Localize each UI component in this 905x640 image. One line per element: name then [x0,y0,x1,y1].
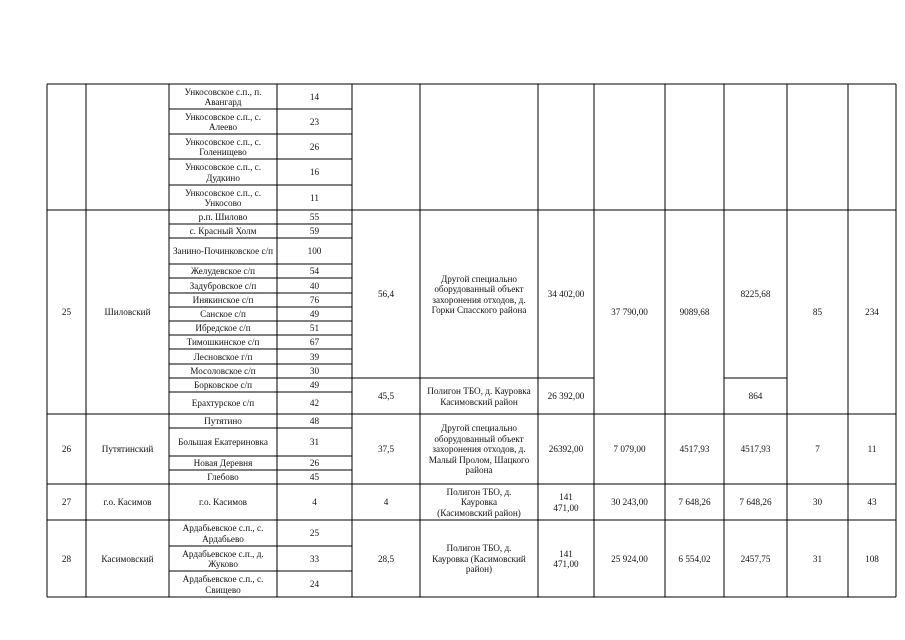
object-capacity: 26392,00 [548,444,584,455]
value-col-2: 864 [748,391,763,402]
value-col-2: 4517,93 [740,444,771,455]
value-col-1: 6 554,02 [678,553,711,564]
value-col-1: 9089,68 [679,307,710,318]
settlement-value: 33 [309,553,320,564]
settlement-name: Ерахтурское с/п [191,398,255,409]
value-col-4: 11 [867,444,877,455]
value-col-4: 108 [865,553,879,564]
row-number: 25 [61,307,72,318]
disposal-object: Полигон ТБО, д. Кауровка Касимовский район [427,386,531,407]
value-col-3: 7 [815,444,820,455]
settlement-name: Мосоловское с/п [190,366,256,377]
settlement-name: Задубровское с/п [189,280,257,291]
settlement-value: 51 [309,323,320,334]
value-col-3: 30 [812,497,823,508]
value-col-1: 7 648,26 [678,497,711,508]
object-capacity: 34 402,00 [547,289,585,300]
settlement-name: Новая Деревня [193,458,253,469]
settlement-value: 40 [309,280,320,291]
settlement-name: Большая Екатериновка [178,437,268,448]
settlement-name: Ункосовское с.п., п. Авангард [184,86,262,107]
row-number: 28 [61,553,72,564]
total-value: 25 924,00 [611,553,648,564]
disposal-object: Полигон ТБО, д. Кауровка (Касимовский район) [437,486,521,518]
settlement-name: Путятино [204,416,242,427]
object-capacity: 141 471,00 [553,548,579,569]
settlement-value: 42 [309,398,320,409]
value-col-2: 2457,75 [740,553,771,564]
settlement-value: 67 [309,337,320,348]
district-name: Путятинский [101,444,154,455]
settlement-name: Ункосовское с.п., с. Голенищево [184,136,262,157]
district-name: г.о. Касимов [103,497,152,508]
value-col-4: 43 [867,497,877,508]
settlement-value: 49 [309,309,320,320]
settlement-name: Ардабьевское с.п., д. Жуково [182,548,264,569]
settlement-value: 26 [309,141,320,152]
volume-sum: 56,4 [377,289,395,300]
settlement-value: 16 [309,167,320,178]
row-number: 27 [61,497,72,508]
district-name: Касимовский [101,553,154,564]
object-capacity: 141 471,00 [553,492,579,513]
settlement-name: Инякинское с/п [192,295,254,306]
settlement-value: 76 [309,295,320,306]
value-col-4: 234 [865,307,879,318]
settlement-value: 11 [310,192,319,203]
total-value: 7 079,00 [613,444,646,455]
value-col-2: 8225,68 [740,289,771,300]
value-col-3: 31 [812,553,823,564]
settlement-name: Ункосовское с.п., с. Дудкино [184,162,262,183]
settlement-name: Тимошкинское с/п [186,337,260,348]
settlement-value: 23 [309,116,320,127]
settlement-value: 14 [309,91,320,102]
settlement-value: 100 [307,246,322,257]
settlement-name: Глебово [207,472,239,483]
settlement-name: Ардабьевское с.п., с. Ардабьево [182,523,264,544]
settlement-name: Ибредское с/п [195,323,251,334]
settlement-name: Желудевское с/п [190,266,256,277]
settlement-name: Борковское с/п [193,380,253,391]
settlement-name: Ункосовское с.п., с. Алеево [184,111,262,132]
settlement-name: Занино-Починковское с/п [172,246,274,257]
volume-sum: 37,5 [377,444,395,455]
volume-sum: 4 [383,497,389,508]
settlement-name: Ардабьевское с.п., с. Свищево [182,574,264,595]
settlement-value: 24 [309,579,320,590]
volume-sum: 45,5 [377,391,395,402]
value-col-3: 85 [812,307,823,318]
settlement-name: р.п. Шилово [198,212,248,223]
total-value: 30 243,00 [611,497,648,508]
settlement-value: 45 [309,472,320,483]
settlement-value: 30 [309,366,320,377]
disposal-object: Другой специально оборудованный объект захоронения отходов, д. Малый Пролом, Шацкого района [428,423,530,476]
object-capacity: 26 392,00 [547,391,585,402]
disposal-object: Полигон ТБО, д. Кауровка (Касимовский район) [432,543,526,575]
settlement-value: 25 [309,528,320,539]
settlement-name: г.о. Касимов [198,497,248,508]
settlement-value: 55 [309,212,320,223]
settlement-name: Санское с/п [200,309,246,320]
settlement-value: 49 [309,380,320,391]
settlement-name: Ункосовское с.п., с. Ункосово [184,187,262,208]
settlement-value: 39 [309,351,320,362]
settlement-value: 54 [309,266,320,277]
settlement-value: 59 [309,226,320,237]
district-name: Шиловский [104,307,151,318]
disposal-object: Другой специально оборудованный объект захоронения отходов, д. Горки Спасского района [431,273,527,315]
settlement-value: 26 [309,458,320,469]
value-col-2: 7 648,26 [739,497,772,508]
total-value: 37 790,00 [611,307,648,318]
row-number: 26 [61,444,72,455]
settlement-value: 48 [309,416,320,427]
settlement-value: 4 [312,497,317,508]
settlement-name: с. Красный Холм [189,226,257,237]
value-col-1: 4517,93 [679,444,710,455]
volume-sum: 28,5 [377,553,395,564]
settlement-name: Лесновское г/п [193,351,253,362]
settlement-value: 31 [309,437,320,448]
